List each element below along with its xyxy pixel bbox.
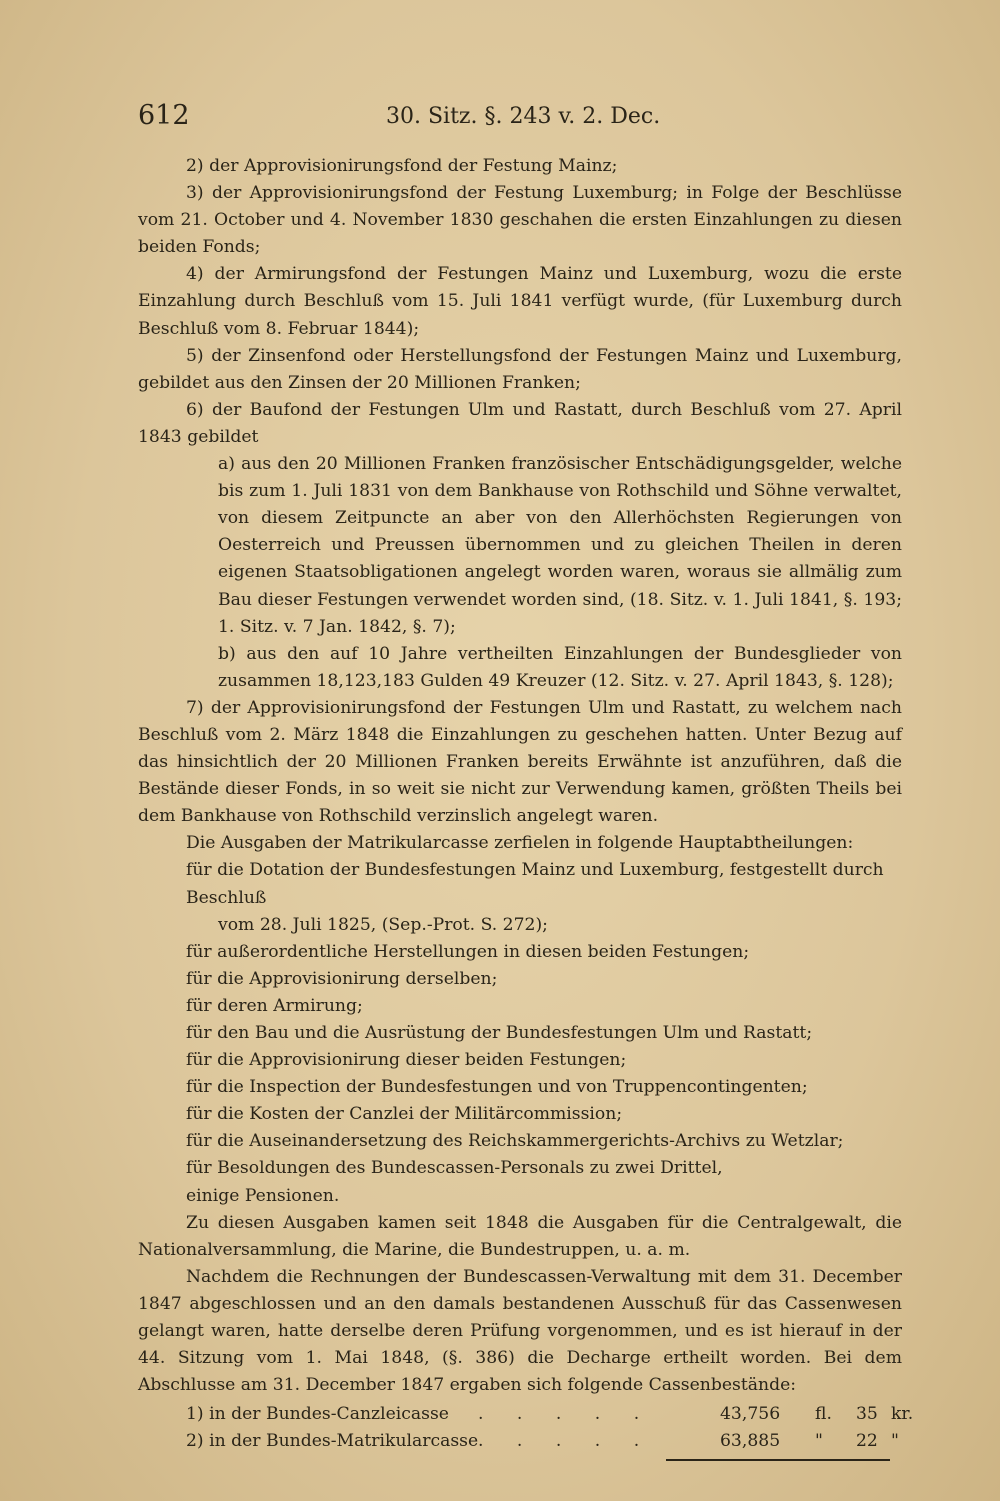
balance-row [138,1428,902,1455]
item-2: 2) der Approvisionirungsfond der Festung Mainz; [186,156,618,176]
expense-line-6: für die Approvisionirung dieser beiden Festungen; [186,1050,627,1071]
paragraph-rechnungen: Nachdem die Rechnungen der Bundescassen-Verwaltung mit dem 31. December 1847 abgeschlossen und an den damals bestandenen Ausschuß für das Cassenwesen gelangt waren, hatte derselbe deren Prüfung vorgenommen, und es ist hierauf in der 44. Sitzung vom 1. Mai 1848, (§. 386) die Decharge ertheilt worden. Bei dem Abschlusse am 31. December 1847 ergaben sich folgende Cassenbestände: [138,1266,902,1396]
item-6: 6) der Baufond der Festungen Ulm und Rastatt, durch Beschluß vom 27. April 1843 gebildet [138,399,902,447]
expense-line-5: für den Bau und die Ausrüstung der Bundesfestungen Ulm und Rastatt; [186,1023,813,1043]
balance-row [138,1401,914,1428]
expense-line-4: für deren Armirung; [186,995,363,1016]
paragraph-centralgewalt: Zu diesen Ausgaben kamen seit 1848 die Ausgaben für die Centralgewalt, die Nationalversammlung, die Marine, die Bundestruppen, u. a. m. [138,1212,902,1260]
balance-unit: fl. [815,1404,832,1425]
balance-kreuzer-unit: kr. [891,1404,914,1425]
balance-amount: 63,885 [720,1431,781,1452]
expense-line-2: für außerordentliche Herstellungen in diesen beiden Festungen; [186,941,750,962]
leader-dots: . . . . . [478,1431,654,1452]
expense-line-9: für die Auseinandersetzung des Reichskammergerichts-Archivs zu Wetzlar; [186,1131,844,1152]
sum-rule [666,1459,890,1461]
expense-line-3: für die Approvisionirung derselben; [186,968,498,989]
expense-line-1b: vom 28. Juli 1825, (Sep.-Prot. S. 272); [218,914,548,935]
expenses-intro: Die Ausgaben der Matrikularcasse zerfielen in folgende Hauptabtheilungen: [186,833,854,854]
expense-line-10: für Besoldungen des Bundescassen-Personals zu zwei Drittel, [186,1158,723,1179]
balance-amount: 43,756 [720,1404,781,1425]
expense-line-11: einige Pensionen. [186,1185,340,1206]
item-5: 5) der Zinsenfond oder Herstellungsfond der Festungen Mainz und Luxemburg, gebildet aus den Zinsen der 20 Millionen Franken; [138,345,902,393]
expense-line-7: für die Inspection der Bundesfestungen und von Truppencontingenten; [186,1077,808,1098]
balance-kreuzer: 22 [856,1431,878,1452]
balance-label: 1) in der Bundes-Canzleicasse [186,1404,449,1425]
expense-line-1: für die Dotation der Bundesfestungen Mainz und Luxemburg, festgestellt durch Beschluß [186,860,884,908]
item-3: 3) der Approvisionirungsfond der Festung Luxemburg; in Folge der Beschlüsse vom 21. October und 4. November 1830 geschahen die ersten Einzahlungen zu diesen beiden Fonds; [138,183,902,258]
leader-dots: . . . . . [478,1404,654,1425]
balance-unit: " [815,1431,823,1452]
item-4: 4) der Armirungsfond der Festungen Mainz und Luxemburg, wozu die erste Einzahlung durch Beschluß vom 15. Juli 1841 verfügt wurde, (für Luxemburg durch Beschluß vom 8. Februar 1844); [138,264,902,339]
item-6a: a) aus den 20 Millionen Franken französischer Entschädigungsgelder, welche bis zum 1. Juli 1831 von dem Bankhause von Rothschild und Söhne verwaltet, von diesem Zeitpuncte an aber von den Allerhöchsten Regierungen von Oesterreich und Preussen übernommen und zu gleichen Theilen in deren eigenen Staatsobligationen angelegt worden waren, woraus sie allmälig zum Bau dieser Festungen verwendet worden sind, (18. Sitz. v. 1. Juli 1841, §. 193; 1. Sitz. v. 7 Jan. 1842, §. 7); [218,454,902,637]
item-7: 7) der Approvisionirungsfond der Festungen Ulm und Rastatt, zu welchem nach Beschluß vom 2. März 1848 die Einzahlungen zu geschehen hatten. Unter Bezug auf das hinsichtlich der 20 Millionen Franken bereits Erwähnte ist anzuführen, daß die Bestände dieser Fonds, in so weit sie nicht zur Verwendung kamen, größten Theils bei dem Bankhause von Rothschild verzinslich angelegt waren. [138,697,902,827]
running-head: 30. Sitz. §. 243 v. 2. Dec. [386,104,661,129]
item-6b: b) aus den auf 10 Jahre vertheilten Einzahlungen der Bundesglieder von zusammen 18,123,183 Gulden 49 Kreuzer (12. Sitz. v. 27. April 1843, §. 128); [218,643,902,691]
balance-label: 2) in der Bundes-Matrikularcasse [186,1431,479,1452]
page-header [138,100,902,140]
balance-kreuzer-unit: " [891,1431,899,1452]
balance-kreuzer: 35 [856,1404,878,1425]
body-text [138,153,914,1456]
cash-balances [138,1401,914,1455]
page-number: 612 [138,100,190,131]
expense-line-8: für die Kosten der Canzlei der Militärcommission; [186,1104,623,1125]
